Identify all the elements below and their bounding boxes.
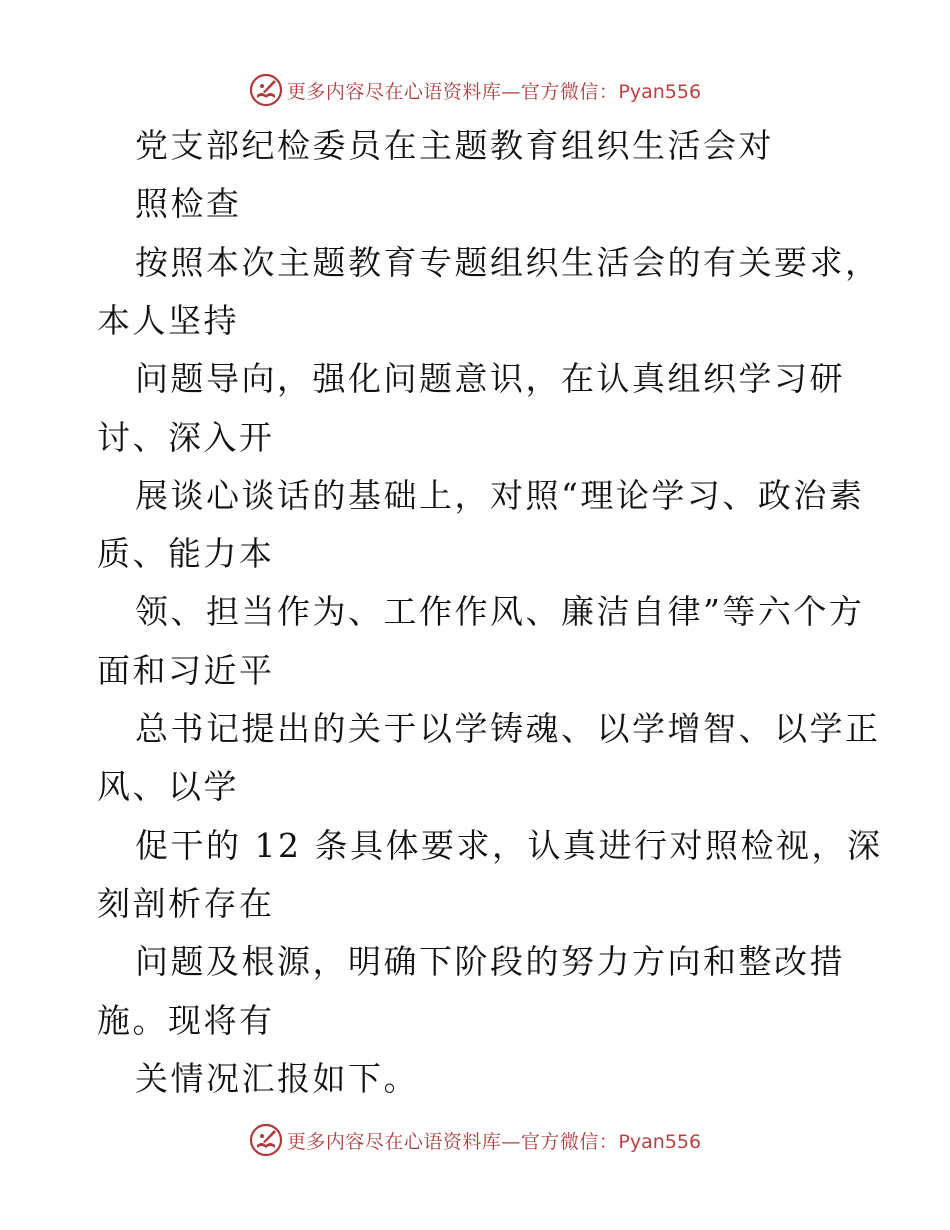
text-line: 本人坚持	[97, 300, 239, 340]
footer-watermark-banner	[0, 1120, 950, 1160]
red-book-quill-logo	[249, 73, 283, 107]
banner-text: 更多内容尽在心语资料库—官方微信：Pyan556	[286, 1130, 702, 1153]
banner-text: 更多内容尽在心语资料库—官方微信：Pyan556	[286, 80, 702, 103]
text-line: 关情况汇报如下。	[135, 1058, 419, 1098]
text-line: 施。现将有	[97, 1000, 275, 1040]
text-line: 问题及根源，明确下阶段的努力方向和整改措	[135, 942, 845, 982]
text-line: 照检查	[135, 184, 242, 224]
text-line: 问题导向，强化问题意识，在认真组织学习研	[135, 359, 845, 399]
text-line: 总书记提出的关于以学铸魂、以学增智、以学正	[135, 709, 881, 748]
text-line: 党支部纪检委员在主题教育组织生活会对	[135, 126, 774, 165]
header-watermark-banner	[0, 70, 950, 110]
text-line: 质、能力本	[97, 534, 275, 574]
text-line: 讨、深入开	[97, 417, 275, 457]
text-line: 领、担当作为、工作作风、廉洁自律”等六个方	[135, 592, 865, 632]
text-line: 展谈心谈话的基础上，对照“理论学习、政治素	[135, 475, 865, 515]
text-line: 面和习近平	[97, 650, 275, 690]
red-book-quill-logo	[249, 1123, 283, 1157]
text-line: 按照本次主题教育专题组织生活会的有关要求，	[135, 242, 881, 282]
text-line: 风、以学	[97, 767, 239, 807]
text-line: 刻剖析存在	[97, 883, 275, 923]
text-line: 促干的 12 条具体要求，认真进行对照检视，深	[135, 825, 883, 865]
